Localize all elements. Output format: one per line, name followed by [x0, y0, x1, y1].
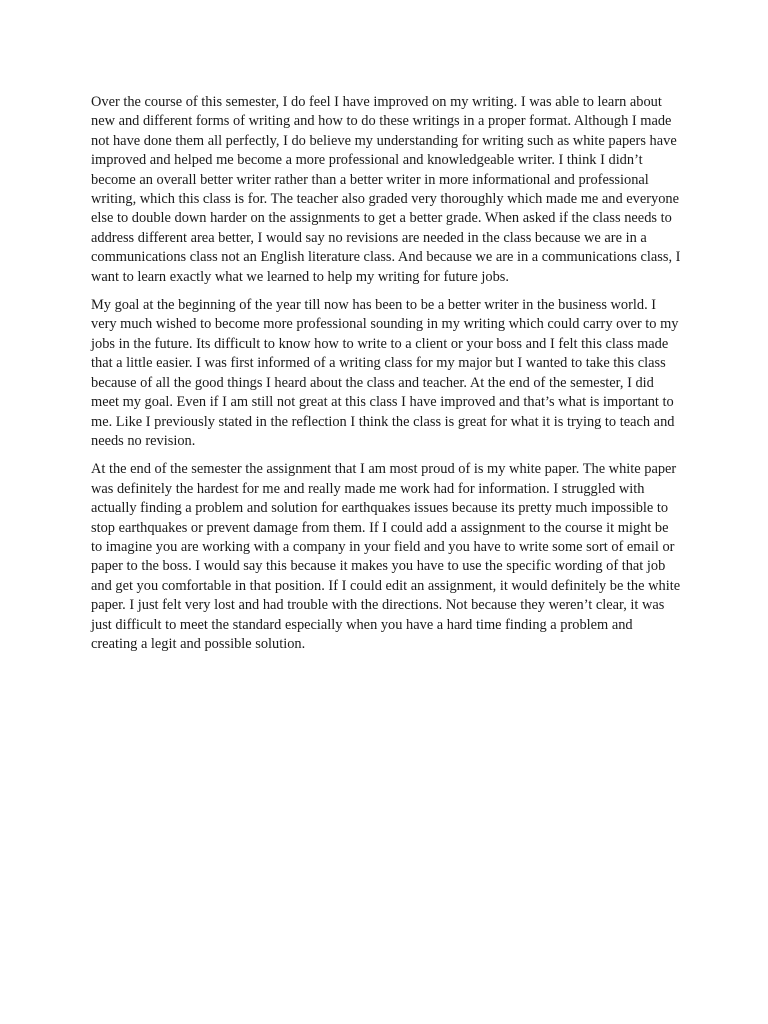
document-body [91, 93, 681, 663]
paragraph-3: At the end of the semester the assignment that I am most proud of is my white paper. The white paper was definitely the hardest for me and really made me work had for information. I struggled with actually finding a problem and solution for earthquakes issues because its pretty much impossible to stop earthquakes or prevent damage from them. If I could add a assignment to the course it might be to imagine you are working with a company in your field and you have to write some sort of email or paper to the boss. I would say this because it makes you have to use the specific wording of that job and get you comfortable in that position. If I could edit an assignment, it would definitely be the white paper. I just felt very lost and had trouble with the directions. Not because they weren’t clear, it was just difficult to meet the standard especially when you have a hard time finding a problem and creating a legit and possible solution. [91, 461, 681, 652]
paragraph-1: Over the course of this semester, I do feel I have improved on my writing. I was able to learn about new and different forms of writing and how to do these writings in a proper format. Although I made not have done them all perfectly, I do believe my understanding for writing such as white papers have improved and helped me become a more professional and knowledgeable writer. I think I didn’t become an overall better writer rather than a better writer in more informational and professional writing, which this class is for. The teacher also graded very thoroughly which made me and everyone else to double down harder on the assignments to get a better grade. When asked if the class needs to address different area better, I would say no revisions are needed in the class because we are in a communications class not an English literature class. And because we are in a communications class, I want to learn exactly what we learned to help my writing for future jobs. [91, 94, 681, 285]
paragraph-2: My goal at the beginning of the year till now has been to be a better writer in the business world. I very much wished to become more professional sounding in my writing which could carry over to my jobs in the future. Its difficult to know how to write to a client or your boss and I felt this class made that a little easier. I was first informed of a writing class for my major but I wanted to take this class because of all the good things I heard about the class and teacher. At the end of the semester, I did meet my goal. Even if I am still not great at this class I have improved and that’s what is important to me. Like I previously stated in the reflection I think the class is great for what it is trying to teach and needs no revision. [91, 297, 679, 449]
